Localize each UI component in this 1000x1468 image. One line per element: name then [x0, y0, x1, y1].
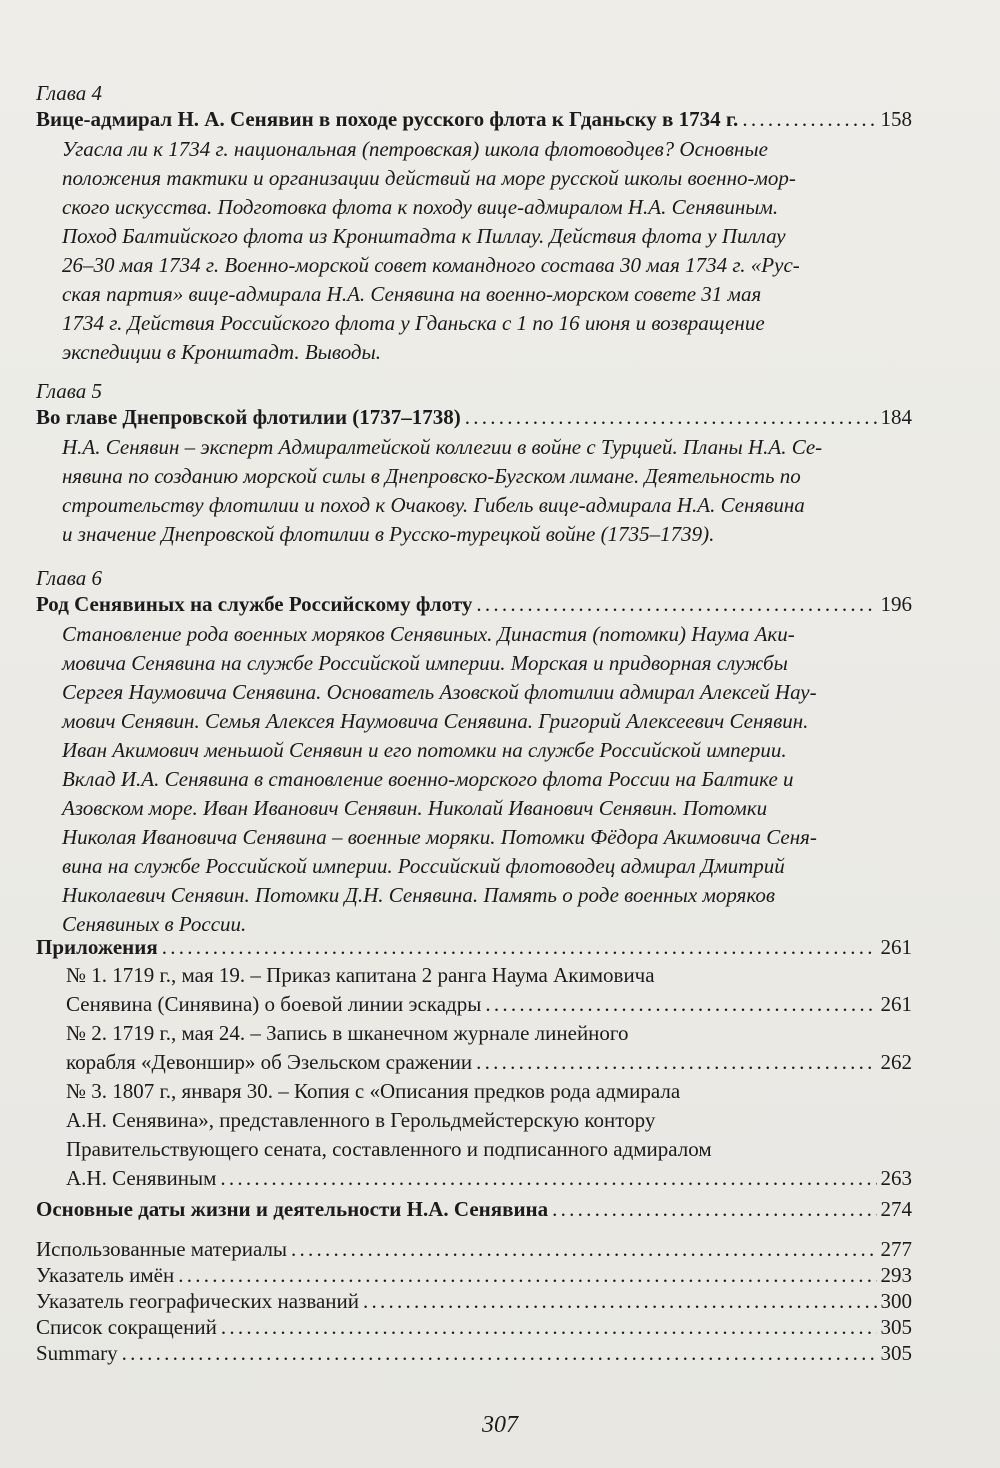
chapter-6: [36, 565, 912, 939]
toc-entry[interactable]: [36, 404, 912, 431]
chapter-label: Глава 4: [36, 81, 102, 105]
chapter-title: Вице-адмирал Н. А. Сенявин в походе русского флота к Гданьску в 1734 г.: [36, 107, 739, 131]
back-matter-title: Список сокращений: [36, 1315, 217, 1339]
summary-line: Угасла ли к 1734 г. национальная (петровская) школа флотоводцев? Основные: [62, 137, 768, 161]
summary-line: мович Сенявин. Семья Алексея Наумовича Сенявина. Григорий Алексеевич Сенявин.: [62, 709, 809, 733]
appendix-text: А.Н. Сенявиным: [66, 1166, 217, 1190]
chapter-summary: [62, 433, 912, 549]
chapter-label: Глава 6: [36, 566, 102, 590]
summary-line: 26–30 мая 1734 г. Военно-морской совет командного состава 30 мая 1734 г. «Рус-: [62, 253, 800, 277]
page-folio-number: 307: [482, 1412, 518, 1438]
toc-entry[interactable]: [36, 106, 912, 133]
appendix-item-3[interactable]: [66, 1077, 912, 1193]
summary-line: Становление рода военных моряков Сенявиных. Династия (потомки) Наума Аки-: [62, 622, 795, 646]
summary-line: Сергея Наумовича Сенявина. Основатель Азовской флотилии адмирал Алексей Нау-: [62, 680, 817, 704]
dot-leader: [122, 1340, 877, 1366]
back-matter-title: Указатель географических названий: [36, 1289, 359, 1313]
page-number: 196: [880, 592, 912, 616]
appendix-item-2[interactable]: [66, 1019, 912, 1077]
chapter-title: Во главе Днепровской флотилии (1737–1738): [36, 405, 461, 429]
page-number: 277: [880, 1237, 912, 1261]
page-number: 305: [880, 1341, 912, 1365]
appendices-section: [36, 934, 912, 1193]
appendix-text: корабля «Девоншир» об Эзельском сражении: [66, 1050, 473, 1074]
appendices-title: Приложения: [36, 935, 158, 959]
dot-leader: [178, 1262, 876, 1288]
toc-entry: [66, 1164, 912, 1193]
back-matter-title: Использованные материалы: [36, 1237, 288, 1261]
summary-line: экспедиции в Кронштадт. Выводы.: [62, 340, 382, 364]
chapter-summary: [62, 620, 912, 939]
summary-line: ская партия» вице-адмирала Н.А. Сенявина на военно-морском совете 31 мая: [62, 282, 762, 306]
summary-line: Азовском море. Иван Иванович Сенявин. Николай Иванович Сенявин. Потомки: [62, 796, 768, 820]
toc-entry[interactable]: [36, 1236, 912, 1262]
dot-leader: [742, 106, 876, 133]
page-number: 184: [880, 405, 912, 429]
back-matter-title: Summary: [36, 1341, 118, 1365]
page-number: 300: [880, 1289, 912, 1313]
toc-entry[interactable]: [36, 1314, 912, 1340]
toc-entry[interactable]: [36, 591, 912, 618]
toc-entry[interactable]: [36, 1288, 912, 1314]
appendix-text: Сенявина (Синявина) о боевой линии эскадры: [66, 992, 482, 1016]
chapter-4: [36, 80, 912, 367]
chapter-5: [36, 378, 912, 549]
dot-leader: [291, 1236, 876, 1262]
page-number: 274: [880, 1197, 912, 1221]
summary-line: нявина по созданию морской силы в Днепровско-Бугском лимане. Деятельность по: [62, 464, 801, 488]
page-number: 263: [880, 1166, 912, 1190]
dot-leader: [476, 1048, 876, 1077]
toc-entry: [66, 990, 912, 1019]
summary-line: ского искусства. Подготовка флота к походу вице-адмиралом Н.А. Сенявиным.: [62, 195, 779, 219]
appendix-text: Правительствующего сената, составленного и подписанного адмиралом: [66, 1137, 712, 1161]
dot-leader: [465, 404, 877, 431]
toc-entry[interactable]: [36, 1196, 912, 1222]
dot-leader: [552, 1196, 876, 1222]
page-number: 261: [880, 992, 912, 1016]
dates-title: Основные даты жизни и деятельности Н.А. Сенявина: [36, 1197, 549, 1221]
summary-line: 1734 г. Действия Российского флота у Гданьска с 1 по 16 июня и возвращение: [62, 311, 765, 335]
page-number: 158: [880, 107, 912, 131]
toc-entry: [66, 1048, 912, 1077]
summary-line: Н.А. Сенявин – эксперт Адмиралтейской коллегии в войне с Турцией. Планы Н.А. Се-: [62, 435, 823, 459]
chapter-title: Род Сенявиных на службе Российскому флоту: [36, 592, 473, 616]
summary-line: Иван Акимович меньшой Сенявин и его потомки на службе Российской империи.: [62, 738, 787, 762]
summary-line: строительству флотилии и поход к Очакову. Гибель вице-адмирала Н.А. Сенявина: [62, 493, 805, 517]
summary-line: и значение Днепровской флотилии в Русско-турецкой войне (1735–1739).: [62, 522, 715, 546]
dot-leader: [363, 1288, 877, 1314]
page-number: 293: [880, 1263, 912, 1287]
page-number: 262: [880, 1050, 912, 1074]
dot-leader: [476, 591, 876, 618]
back-matter-title: Указатель имён: [36, 1263, 175, 1287]
summary-line: Николаевич Сенявин. Потомки Д.Н. Сенявина. Память о роде военных моряков: [62, 883, 775, 907]
toc-entry[interactable]: [36, 934, 912, 961]
chapter-label: Глава 5: [36, 379, 102, 403]
appendix-text: № 3. 1807 г., января 30. – Копия с «Описания предков рода адмирала: [66, 1079, 681, 1103]
chapter-summary: [62, 135, 912, 367]
summary-line: Поход Балтийского флота из Кронштадта к Пиллау. Действия флота у Пиллау: [62, 224, 786, 248]
summary-line: Сенявиных в России.: [62, 912, 247, 936]
summary-line: Николая Ивановича Сенявина – военные моряки. Потомки Фёдора Акимовича Сеня-: [62, 825, 817, 849]
appendix-text: А.Н. Сенявина», представленного в Герольдмейстерскую контору: [66, 1108, 656, 1132]
summary-line: положения тактики и организации действий на море русской школы военно-мор-: [62, 166, 796, 190]
back-matter: [36, 1236, 912, 1366]
dates-section: [36, 1196, 912, 1222]
appendix-text: № 2. 1719 г., мая 24. – Запись в шканечном журнале линейного: [66, 1021, 629, 1045]
summary-line: вина на службе Российской империи. Российский флотоводец адмирал Дмитрий: [62, 854, 785, 878]
dot-leader: [162, 934, 877, 961]
toc-entry[interactable]: [36, 1262, 912, 1288]
appendix-item-1[interactable]: [66, 961, 912, 1019]
summary-line: Вклад И.А. Сенявина в становление военно-морского флота России на Балтике и: [62, 767, 794, 791]
summary-line: мовича Сенявина на службе Российской империи. Морская и придворная службы: [62, 651, 788, 675]
page-number: 305: [880, 1315, 912, 1339]
dot-leader: [221, 1314, 877, 1340]
page-number: 261: [880, 935, 912, 959]
dot-leader: [220, 1164, 876, 1193]
dot-leader: [485, 990, 876, 1019]
appendix-text: № 1. 1719 г., мая 19. – Приказ капитана 2 ранга Наума Акимовича: [66, 963, 655, 987]
toc-entry[interactable]: [36, 1340, 912, 1366]
